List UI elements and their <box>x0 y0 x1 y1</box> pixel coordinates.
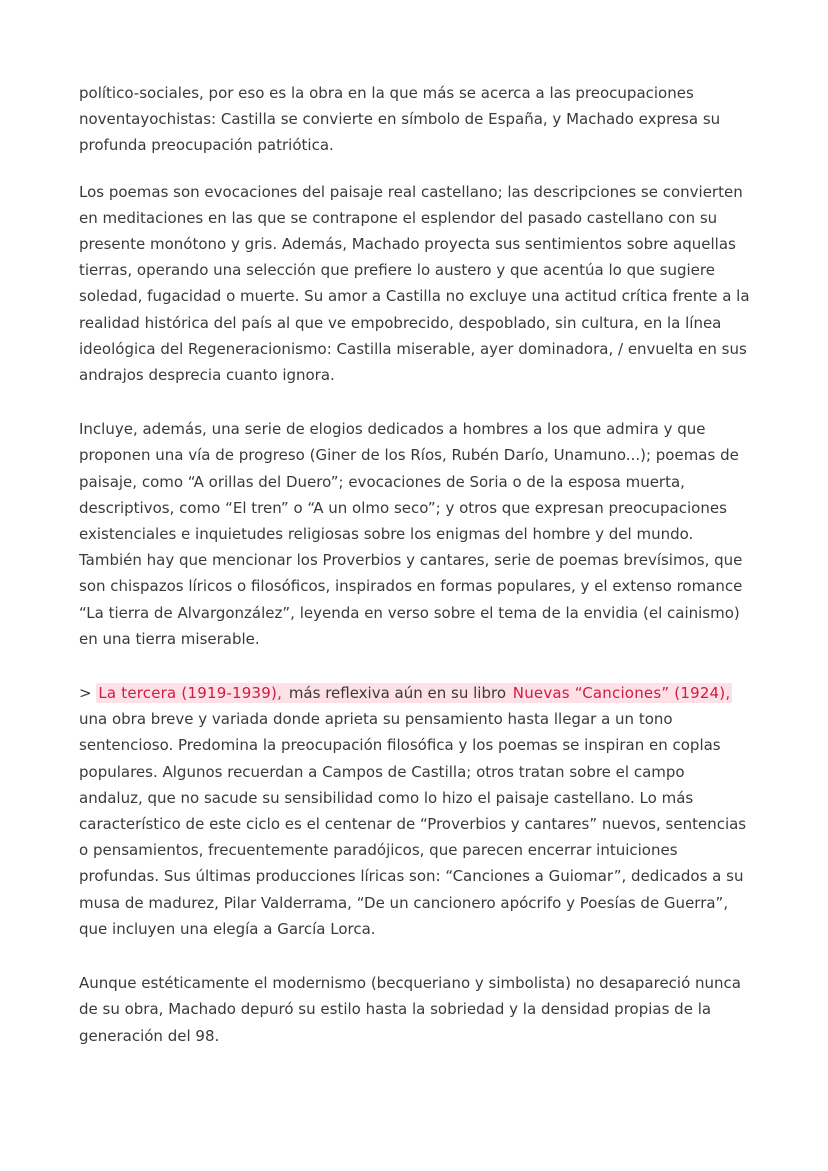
paragraph-conclusion: Aunque estéticamente el modernismo (becqueriano y simbolista) no desapareció nunca de su obra, Machado depuró su estilo hasta la sobriedad y la densidad propias de la generación del 98. <box>79 974 741 1045</box>
highlight-reflexive-text: más reflexiva aún en su libro <box>284 684 511 703</box>
bullet-marker: > <box>79 684 97 703</box>
paragraph-third-stage-body: una obra breve y variada donde aprieta su pensamiento hasta llegar a un tono sentencioso. Predomina la preocupación filosófica y los poemas se inspiran en coplas populares. Algunos recuerdan a Campos de Castilla; otros tratan sobre el campo andaluz, que no sacude su sensibilidad como lo hizo el paisaje castellano. Lo más característico de este ciclo es el centenar de “Proverbios y cantares” nuevos, sentencias o pensamientos, frecuentemente paradójicos, que parecen encerrar intuiciones profundas. Sus últimas producciones líricas son: “Canciones a Guiomar”, dedicados a su musa de madurez, Pilar Valderrama, “De un cancionero apócrifo y Poesías de Guerra”, que incluyen una elegía a García Lorca. <box>79 710 747 938</box>
document-page <box>79 80 751 1069</box>
paragraph-intro: político-sociales, por eso es la obra en la que más se acerca a las preocupaciones noventayochistas: Castilla se convierte en símbolo de España, y Machado expresa su profunda preocupación patriótica. <box>79 84 721 155</box>
highlight-third-stage: La tercera (1919-1939), <box>98 684 283 703</box>
paragraph-contents: Incluye, además, una serie de elogios dedicados a hombres a los que admira y que proponen una vía de progreso (Giner de los Ríos, Rubén Darío, Unamuno...); poemas de paisaje, como “A orillas del Duero”; evocaciones de Soria o de la esposa muerta, descriptivos, como “El tren” o “A un olmo seco”; y otros que expresan preocupaciones existenciales e inquietudes religiosas sobre los enigmas del hombre y del mundo. También hay que mencionar los Proverbios y cantares, serie de poemas brevísimos, que son chispazos líricos o filosóficos, inspirados en formas populares, y el extenso romance “La tierra de Alvargonzález”, leyenda en verso sobre el tema de la envidia (el cainismo) en una tierra miserable. <box>79 420 743 648</box>
highlight-book-title: Nuevas “Canciones” (1924), <box>512 684 731 703</box>
paragraph-landscape: Los poemas son evocaciones del paisaje real castellano; las descripciones se convierten en meditaciones en las que se contrapone el esplendor del pasado castellano con su presente monótono y gris. Además, Machado proyecta sus sentimientos sobre aquellas tierras, operando una selección que prefiere lo austero y que acentúa lo que sugiere soledad, fugacidad o muerte. Su amor a Castilla no excluye una actitud crítica frente a la realidad histórica del país al que ve empobrecido, despoblado, sin cultura, en la línea ideológica del Regeneracionismo: Castilla miserable, ayer dominadora, / envuelta en sus andrajos desprecia cuanto ignora. <box>79 182 750 385</box>
paragraph-third-stage <box>79 680 751 942</box>
